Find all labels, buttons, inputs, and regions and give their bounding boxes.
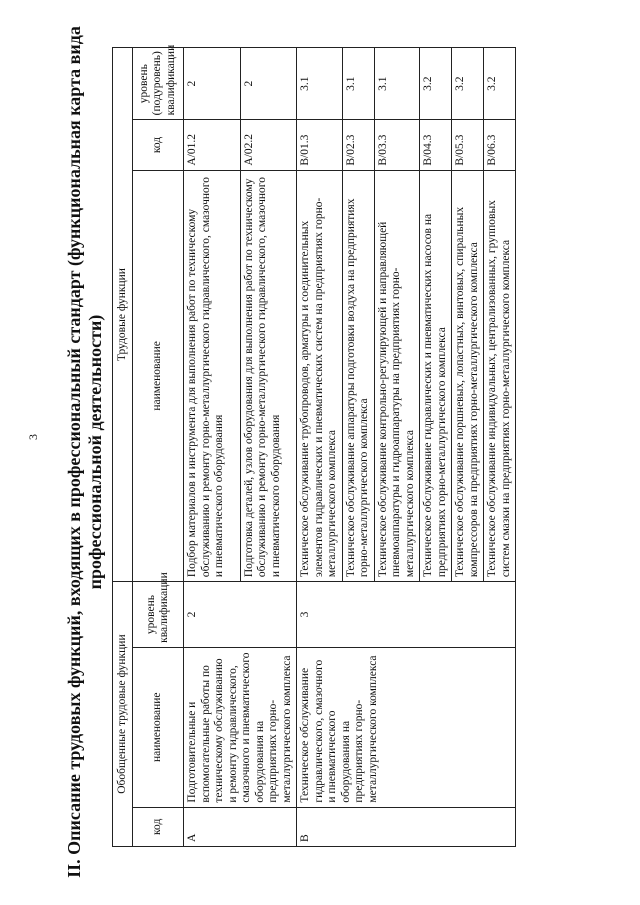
function-code: B/01.3 [297,120,343,170]
function-code: B/03.3 [374,120,420,170]
group-code: A [184,807,297,846]
function-level: 3.2 [484,48,516,120]
header-code: код [133,807,184,846]
function-code: B/04.3 [420,120,452,170]
header-function-name: наименование [133,170,184,582]
page-number: 3 [26,434,40,440]
function-code: B/02.3 [342,120,374,170]
section-title: II. Описание трудовых функций, входящих в профессиональный стандарт (функциональная карта вида профессиональной деятельности) [64,26,105,878]
function-code: B/05.3 [452,120,484,170]
function-name: Техническое обслуживание поршневых, лопастных, винтовых, спиральных компрессоров на предприятиях горно-металлургического комплекса [452,170,484,582]
function-name: Техническое обслуживание гидравлических и пневматических насосов на предприятиях горно-металлургического комплекса [420,170,452,582]
header-row-top [113,48,133,847]
header-generalized-functions: Обобщенные трудовые функции [113,582,133,847]
function-level: 3.1 [297,48,343,120]
function-level: 2 [240,48,297,120]
function-level: 3.1 [342,48,374,120]
header-row-bottom [133,48,184,847]
group-code: B [297,807,516,846]
table-row [297,48,343,847]
header-level: уровень квалификации [133,582,184,648]
function-name: Техническое обслуживание трубопроводов, арматуры и соединительных элементов гидравлических и пневматических систем на предприятиях горно-металлургического комплекса [297,170,343,582]
group-name: Подготовительные и вспомогательные работы по техническому обслуживанию и ремонту гидравлического, смазочного и пневматического оборудования на предприятиях горно-металлургического комплекса [184,647,297,807]
group-level: 2 [184,582,297,648]
group-name: Техническое обслуживание гидравлического, смазочного и пневматического оборудования на предприятиях горно-металлургического комплекса [297,647,516,807]
functional-map-table [112,44,516,847]
table-row [184,48,241,847]
header-name: наименование [133,647,184,807]
function-level: 2 [184,48,241,120]
function-level: 3.2 [420,48,452,120]
function-level: 3.1 [374,48,420,120]
function-name: Техническое обслуживание аппаратуры подготовки воздуха на предприятиях горно-металлургического комплекса [342,170,374,582]
header-function-code: код [133,120,184,170]
group-level: 3 [297,582,516,648]
header-labor-functions: Трудовые функции [113,48,133,582]
header-sublevel: уровень (подуровень) квалификации [133,48,184,120]
function-level: 3.2 [452,48,484,120]
function-name: Техническое обслуживание контрольно-регулирующей и направляющей пневмоаппаратуры и гидроаппаратуры на предприятиях горно-металлургического комплекса [374,170,420,582]
function-code: A/01.2 [184,120,241,170]
function-name: Подбор материалов и инструмента для выполнения работ по техническому обслуживанию и ремонту горно-металлургического гидравлического, смазочного и пневматического оборудования [184,170,241,582]
function-name: Подготовка деталей, узлов оборудования для выполнения работ по техническому обслуживанию и ремонту горно-металлургического гидравлического, смазочного и пневматического оборудования [240,170,297,582]
function-code: A/02.2 [240,120,297,170]
function-code: B/06.3 [484,120,516,170]
function-name: Техническое обслуживание индивидуальных, централизованных, групповых систем смазки на предприятиях горно-металлургического комплекса [484,170,516,582]
